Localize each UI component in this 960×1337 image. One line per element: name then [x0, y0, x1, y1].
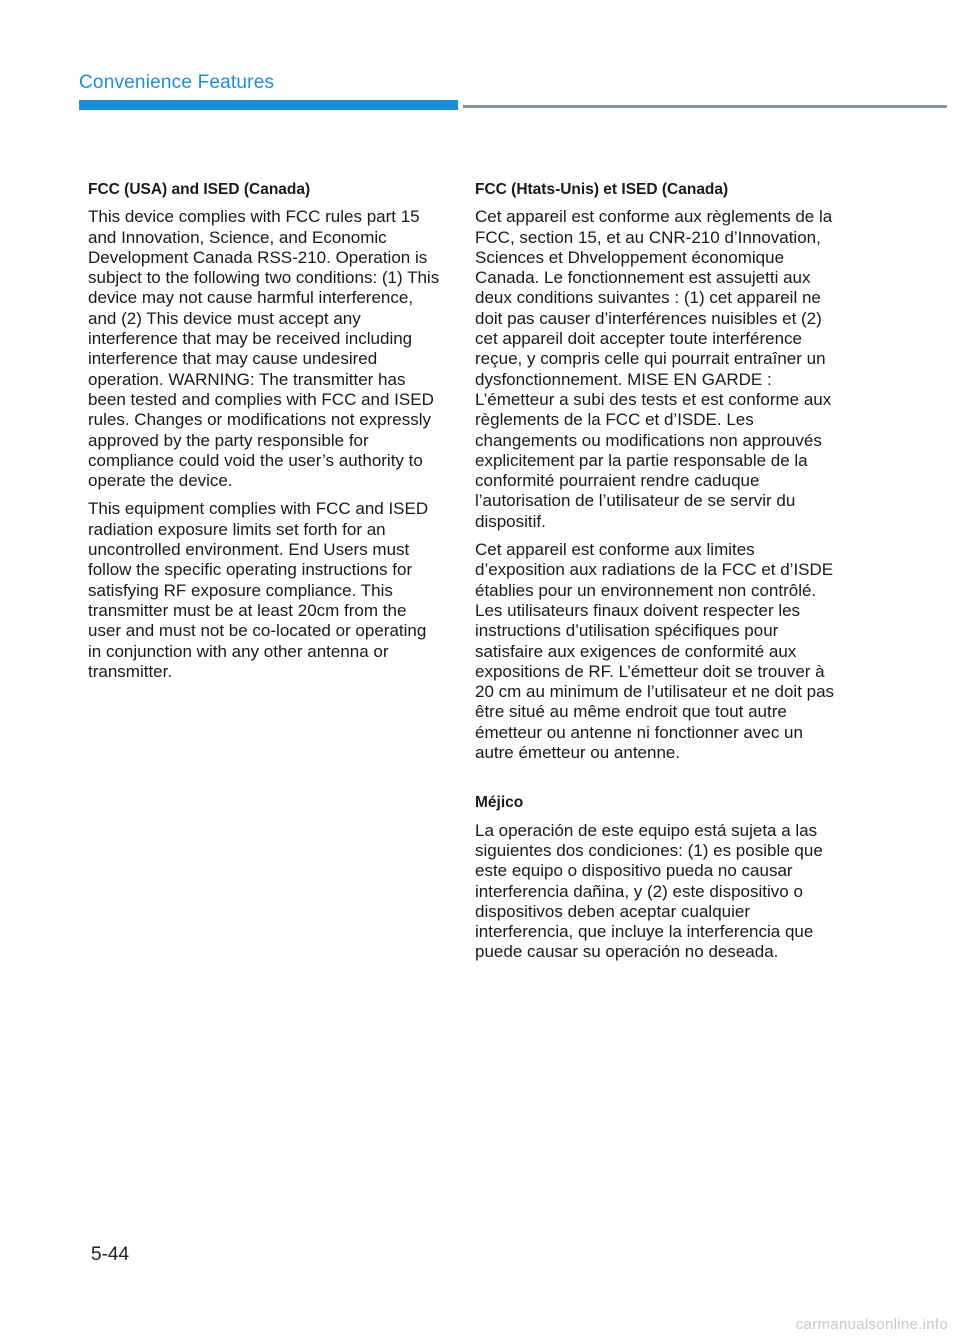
header-rule-accent [79, 100, 458, 110]
fcc-french-paragraph-1: Cet appareil est conforme aux règlements de la FCC, section 15, et au CNR-210 d’Innovation, Sciences et Dhveloppement économique Canada. Le fonctionnement est assujetti aux deux conditions suivantes : (1) cet appareil ne doit pas causer d’interférences nuisibles et (2) cet appareil doit accepter toute interférence reçue, y compris celle qui pourrait entraîner un dysfonctionnement. MISE EN GARDE : L’émetteur a subi des tests et est conforme aux règlements de la FCC et d’ISDE. Les changements ou modifications non approuvés explicitement par la partie responsable de la conformité pourraient rendre caduque l’autorisation de l’utilisateur de se servir du dispositif. [475, 207, 833, 531]
page-number: 5-44 [91, 1244, 130, 1265]
fcc-french-heading: FCC (Htats-Unis) et ISED (Canada) [475, 181, 729, 198]
watermark: carmanualsonline.info [795, 1316, 948, 1333]
section-title: Convenience Features [79, 72, 275, 93]
mexico-paragraph: La operación de este equipo está sujeta a las siguientes dos condiciones: (1) es posible que este equipo o dispositivo pueda no causar interferencia dañina, y (2) este dispositivo o dispositivos deben aceptar cualquier interferencia, que incluye la interferencia que puede causar su operación no deseada. [475, 820, 823, 962]
mexico-heading: Méjico [475, 794, 524, 812]
left-column [88, 180, 440, 690]
fcc-usa-paragraph-2: This equipment complies with FCC and ISED radiation exposure limits set forth for an uncontrolled environment. End Users must follow the specific operating instructions for satisfying RF exposure compliance. This transmitter must be at least 20cm from the user and must not be co-located or operating in conjunction with any other antenna or transmitter. [88, 499, 429, 681]
fcc-french-paragraph-2: Cet appareil est conforme aux limites d’exposition aux radiations de la FCC et d’ISDE établies pour un environnement non contrôlé. Les utilisateurs finaux doivent respecter les instructions d’utilisation spécifiques pour satisfaire aux exigences de conformité aux expositions de RF. L’émetteur doit se trouver à 20 cm au minimum de l’utilisateur et ne doit pas être situé au même endroit que tout autre émetteur ou antenne ni fonctionner avec un autre émetteur ou antenne. [475, 540, 835, 763]
fcc-usa-paragraph-1: This device complies with FCC rules part 15 and Innovation, Science, and Economic Development Canada RSS-210. Operation is subject to the following two conditions: (1) This device may not cause harmful interference, and (2) This device must accept any interference that may be received including interference that may cause undesired operation. WARNING: The transmitter has been tested and complies with FCC and ISED rules. Changes or modifications not expressly approved by the party responsible for compliance could void the user’s authority to operate the device. [88, 207, 440, 491]
fcc-usa-heading: FCC (USA) and ISED (Canada) [88, 181, 311, 198]
right-column [475, 180, 835, 971]
header-rule [463, 105, 947, 108]
